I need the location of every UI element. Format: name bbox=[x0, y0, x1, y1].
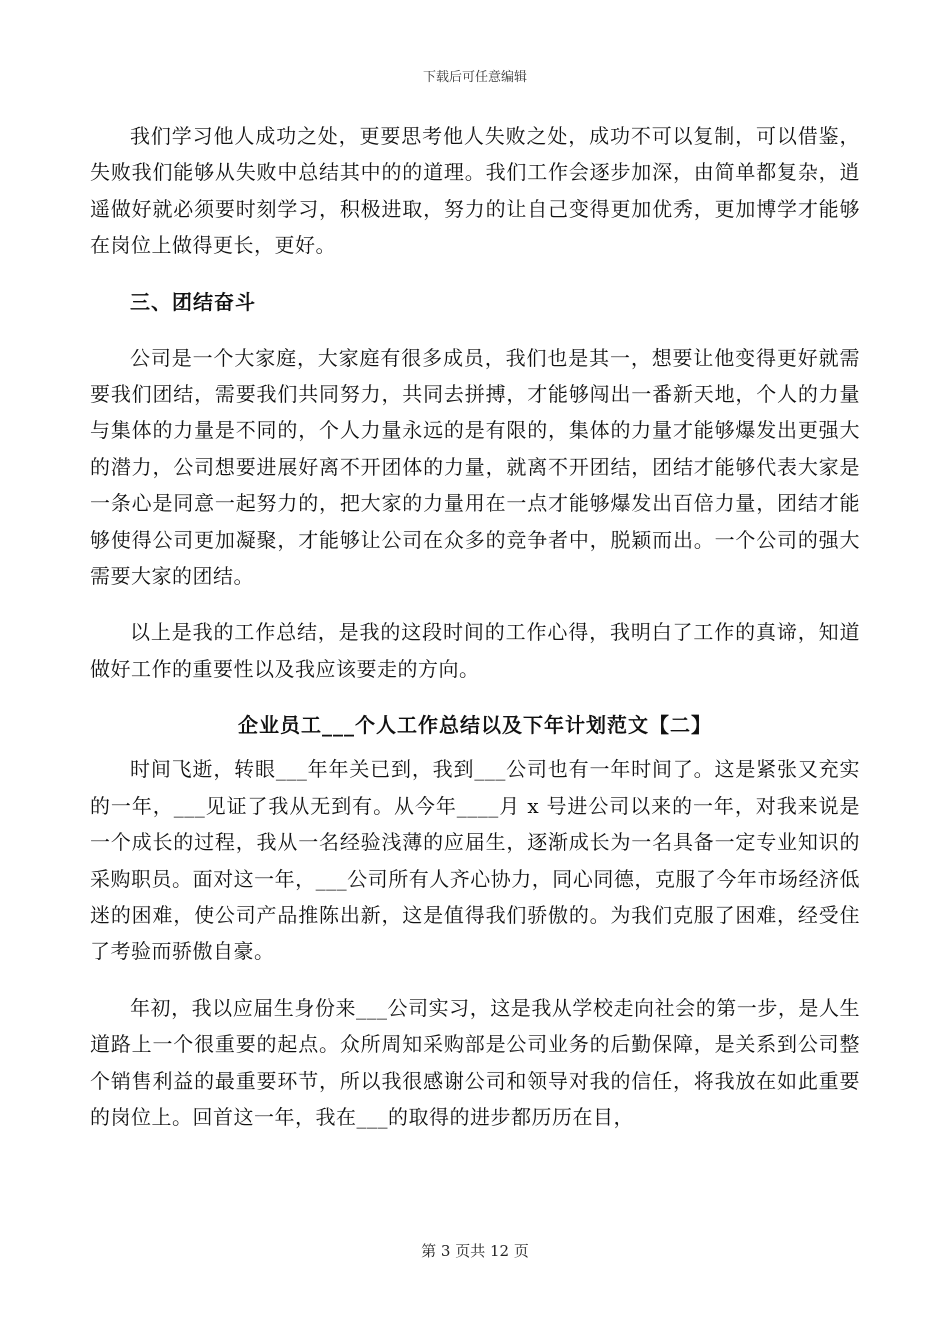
header-note: 下载后可任意编辑 bbox=[422, 70, 527, 85]
paragraph-unity: 公司是一个大家庭，大家庭有很多成员，我们也是其一，想要让他变得更好就需要我们团结，需要我们共同努力，共同去拼搏，才能够闯出一番新天地，个人的力量与集体的力量是不同的，个人力量永远的是有限的，集体的力量才能够爆发出更强大的潜力，公司想要进展好离不开团体的力量，就离不开团结，团结才能够代表大家是一条心是同意一起努力的，把大家的力量用在一点才能够爆发出百倍力量，团结才能够使得公司更加凝聚，才能够让公司在众多的竞争者中，脱颖而出。一个公司的强大需要大家的团结。 bbox=[90, 345, 860, 589]
document-body bbox=[90, 118, 860, 1135]
paragraph-learning: 我们学习他人成功之处，更要思考他人失败之处，成功不可以复制，可以借鉴，失败我们能够从失败中总结其中的的道理。我们工作会逐步加深，由简单都复杂，逍遥做好就必须要时刻学习，积极进取，努力的让自己变得更加优秀，更加博学才能够在岗位上做得更长，更好。 bbox=[90, 124, 860, 258]
paragraph-time-flies: 时间飞逝，转眼___年年关已到，我到___公司也有一年时间了。这是紧张又充实的一年，___见证了我从无到有。从今年____月 x 号进公司以来的一年，对我来说是一个成长的过程，我从一名经验浅薄的应届生，逐渐成长为一名具备一定专业知识的采购职员。面对这一年，___公司所有人齐心协力，同心同德，克服了今年市场经济低迷的困难，使公司产品推陈出新，这是值得我们骄傲的。为我们克服了困难，经受住了考验而骄傲自豪。 bbox=[90, 757, 860, 964]
document-subtitle: 企业员工___个人工作总结以及下年计划范文【二】 bbox=[238, 713, 712, 738]
section-heading-unity: 三、团结奋斗 bbox=[130, 289, 256, 314]
paragraph-early-year: 年初，我以应届生身份来___公司实习，这是我从学校走向社会的第一步，是人生道路上一个很重要的起点。众所周知采购部是公司业务的后勤保障，是关系到公司整个销售利益的最重要环节，所以我很感谢公司和领导对我的信任，将我放在如此重要的岗位上。回首这一年，我在___的取得的进步都历历在目， bbox=[90, 995, 860, 1129]
page-number: 第 3 页共 12 页 bbox=[421, 1242, 529, 1260]
paragraph-conclusion: 以上是我的工作总结，是我的这段时间的工作心得，我明白了工作的真谛，知道做好工作的重要性以及我应该要走的方向。 bbox=[90, 620, 860, 681]
